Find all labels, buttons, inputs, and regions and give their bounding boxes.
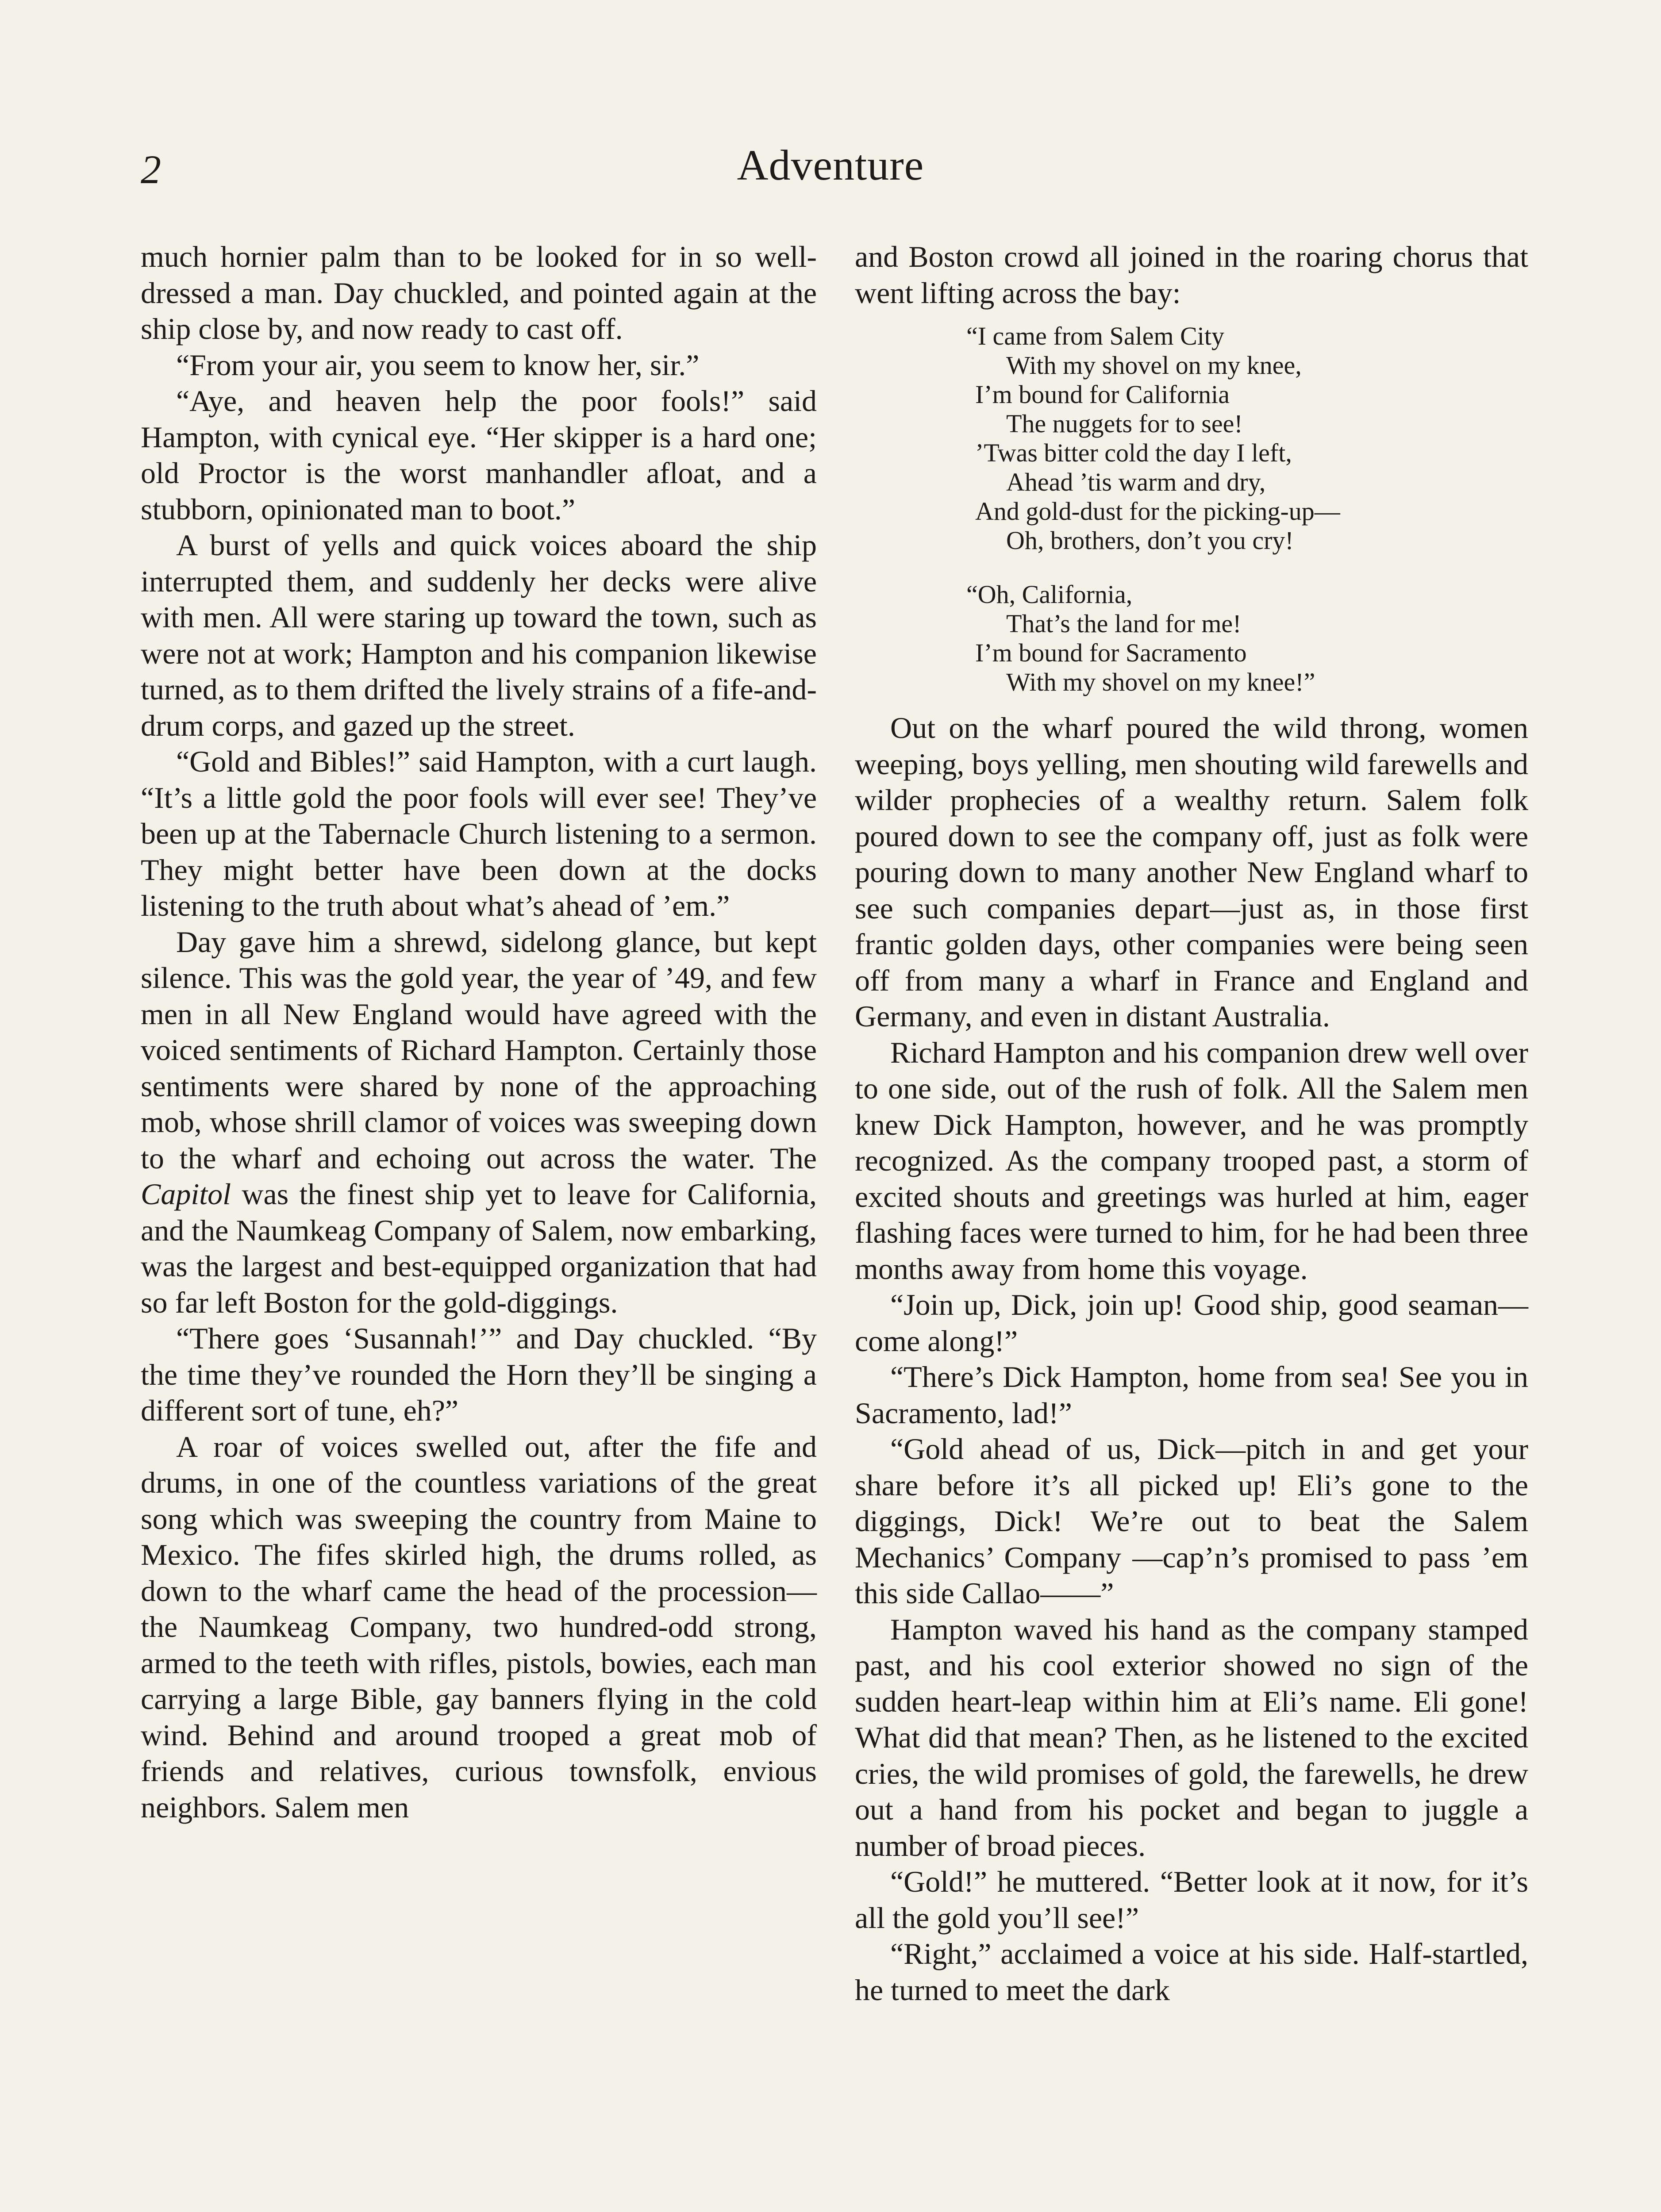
verse-stanza (966, 322, 1528, 555)
left-column (141, 239, 817, 1825)
verse-stanza (966, 580, 1528, 697)
paragraph: and Boston crowd all joined in the roaring chorus that went lifting across the bay: (855, 240, 1528, 310)
verse-line: “Oh, California, (966, 580, 1133, 609)
verse-line: And gold-dust for the picking-up— (975, 497, 1340, 526)
right-column (855, 239, 1528, 2008)
paragraph: “Join up, Dick, join up! Good ship, good seaman—come along!” (855, 1288, 1528, 1358)
song-verse (966, 322, 1528, 697)
paragraph: Richard Hampton and his companion drew well over to one side, out of the rush of folk. All the Salem men knew Dick Hampton, however, and he was promptly recognized. As the company trooped past, a storm of excited shouts and greetings was hurled at him, eager flashing faces were turned to him, for he had been three months away from home this voyage. (855, 1035, 1528, 1286)
paragraph: “Right,” acclaimed a voice at his side. Half-startled, he turned to meet the dark (855, 1937, 1528, 2007)
verse-line: Ahead ’tis warm and dry, (1006, 468, 1266, 496)
verse-line: I’m bound for California (975, 380, 1230, 409)
paragraph: “Aye, and heaven help the poor fools!” said Hampton, with cynical eye. “Her skipper is a hard one; old Proctor is the worst manhandler afloat, and a stubborn, opinionated man to boot.” (141, 384, 817, 526)
paragraph (141, 924, 817, 1321)
verse-line: “I came from Salem City (966, 322, 1225, 350)
paragraph: A roar of voices swelled out, after the fife and drums, in one of the countless variations of the great song which was sweeping the country from Maine to Mexico. The fifes skirled high, the drums rolled, as down to the wharf came the head of the procession—the Naumkeag Company, two hundred-odd strong, armed to the teeth with rifles, pistols, bowies, each man carrying a large Bible, gay banners flying in the cold wind. Behind and around trooped a great mob of friends and relatives, curious townsfolk, envious neighbors. Salem men (141, 1429, 817, 1824)
paragraph: Out on the wharf poured the wild throng, women weeping, boys yelling, men shouting wild farewells and wilder prophecies of a wealthy return. Salem folk poured down to see the company off, just as folk were pouring down to many another New England wharf to see such companies depart—just as, in those first frantic golden days, other companies were being seen off from many a wharf in France and England and Germany, and even in distant Australia. (855, 711, 1528, 1033)
text-run: was the finest ship yet to leave for California, and the Naumkeag Company of Salem, now embarking, was the largest and best-equipped organization that had so far left Boston for the gold-diggings. (141, 1177, 817, 1319)
paragraph: A burst of yells and quick voices aboard the ship interrupted them, and suddenly her decks were alive with men. All were staring up toward the town, such as were not at work; Hampton and his companion likewise turned, as to them drifted the lively strains of a fife-and-drum corps, and gazed up the street. (141, 528, 817, 742)
paragraph: “Gold ahead of us, Dick—pitch in and get your share before it’s all picked up! Eli’s gone to the diggings, Dick! We’re out to beat the Salem Mechanics’ Company —cap’n’s promised to pass ’em this side Callao——” (855, 1432, 1528, 1610)
verse-line: With my shovel on my knee!” (1006, 668, 1315, 696)
paragraph: “Gold and Bibles!” said Hampton, with a curt laugh. “It’s a little gold the poor fools will ever see! They’ve been up at the Tabernacle Church listening to a sermon. They might better have been down at the docks listening to the truth about what’s ahead of ’em.” (141, 745, 817, 922)
verse-line: I’m bound for Sacramento (975, 638, 1247, 667)
verse-line: ’Twas bitter cold the day I left, (975, 438, 1292, 467)
verse-line: That’s the land for me! (1006, 609, 1242, 638)
running-head-title: Adventure (737, 142, 924, 189)
paragraph: “From your air, you seem to know her, sir.” (176, 348, 700, 382)
page-number: 2 (141, 147, 161, 192)
paragraph: much hornier palm than to be looked for in so well-dressed a man. Day chuckled, and pointed again at the ship close by, and now ready to cast off. (141, 240, 817, 346)
ship-name: Capitol (141, 1177, 231, 1211)
verse-line: The nuggets for to see! (1006, 409, 1243, 438)
paragraph: “There goes ‘Susannah!’” and Day chuckled. “By the time they’ve rounded the Horn they’ll be singing a different sort of tune, eh?” (141, 1321, 817, 1427)
verse-line: Oh, brothers, don’t you cry! (1006, 526, 1294, 555)
paragraph: “There’s Dick Hampton, home from sea! See you in Sacramento, lad!” (855, 1360, 1528, 1430)
verse-line: With my shovel on my knee, (1006, 351, 1302, 380)
paragraph: Hampton waved his hand as the company stamped past, and his cool exterior showed no sign of the sudden heart-leap within him at Eli’s name. Eli gone! What did that mean? Then, as he listened to the excited cries, the wild promises of gold, the farewells, he drew out a hand from his pocket and began to juggle a number of broad pieces. (855, 1612, 1528, 1863)
text-run: Day gave him a shrewd, sidelong glance, but kept silence. This was the gold year, the year of ’49, and few men in all New England would have agreed with the voiced sentiments of Richard Hampton. Certainly those sentiments were shared by none of the approaching mob, whose shrill clamor of voices was sweeping down to the wharf and echoing out across the water. The (141, 925, 817, 1175)
paragraph: “Gold!” he muttered. “Better look at it now, for it’s all the gold you’ll see!” (855, 1865, 1528, 1935)
